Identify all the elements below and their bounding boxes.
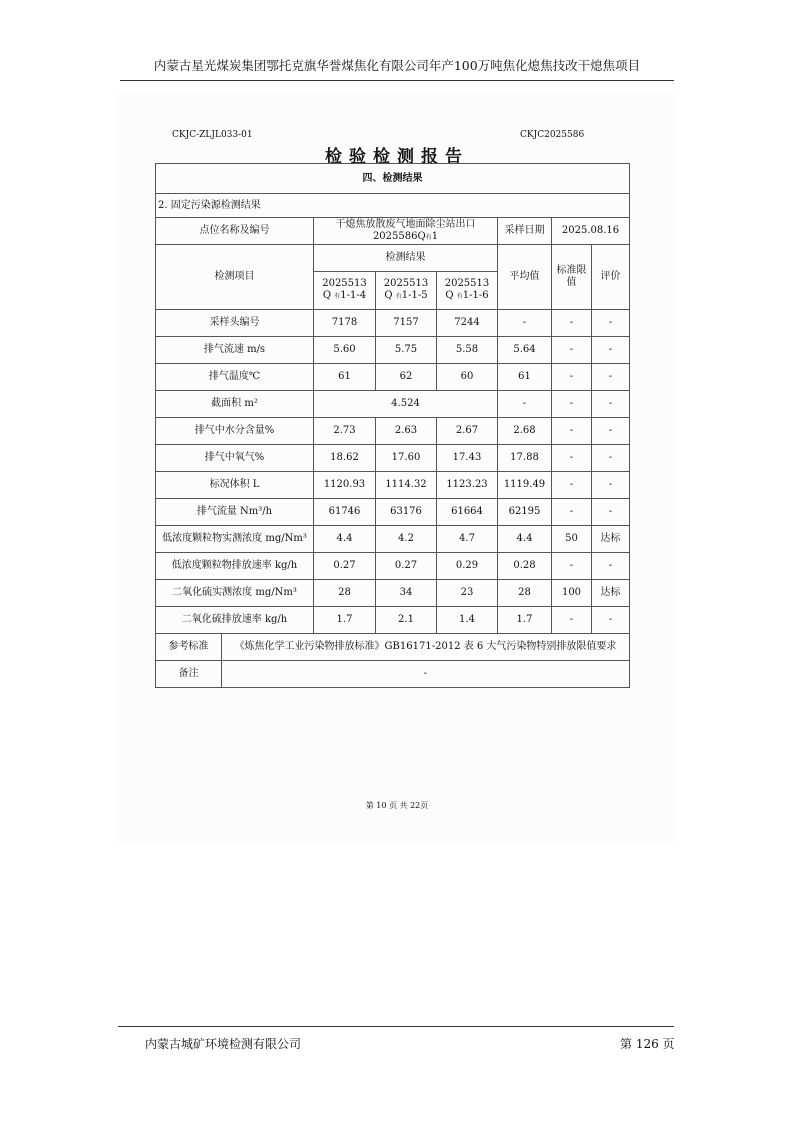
sample-date: 2025.08.16 (552, 218, 630, 245)
table-row (156, 526, 630, 553)
value-cell: 2.1 (376, 607, 437, 634)
table-row (156, 607, 630, 634)
ref-text: 《炼焦化学工业污染物排放标准》GB16171-2012 表 6 大气污染物特别排放限值要求 (222, 634, 630, 661)
value-cell: 4.7 (437, 526, 498, 553)
value-cell: 1.7 (314, 607, 376, 634)
table-row (156, 337, 630, 364)
avg-label: 平均值 (498, 245, 552, 310)
eval-cell: - (592, 472, 630, 499)
value-cell: 1114.32 (376, 472, 437, 499)
eval-cell: - (592, 337, 630, 364)
table-row (156, 445, 630, 472)
value-cell: 5.60 (314, 337, 376, 364)
avg-cell: 2.68 (498, 418, 552, 445)
table-row (156, 418, 630, 445)
table-row (156, 499, 630, 526)
date-label: 采样日期 (498, 218, 552, 245)
table-row (156, 553, 630, 580)
value-cell: 2.63 (376, 418, 437, 445)
limit-cell: - (552, 310, 592, 337)
item-name: 二氧化硫实测浓度 mg/Nm³ (156, 580, 314, 607)
value-cell: 63176 (376, 499, 437, 526)
eval-cell: - (592, 553, 630, 580)
eval-cell: - (592, 499, 630, 526)
sample-code: 2025513 Q 有1-1-6 (437, 272, 498, 310)
value-cell: 18.62 (314, 445, 376, 472)
limit-cell: - (552, 499, 592, 526)
eval-cell: 达标 (592, 580, 630, 607)
eval-cell: - (592, 391, 630, 418)
eval-cell: - (592, 364, 630, 391)
value-cell: 2.67 (437, 418, 498, 445)
eval-cell: - (592, 445, 630, 472)
limit-cell: - (552, 337, 592, 364)
value-cell: 60 (437, 364, 498, 391)
sample-code: 2025513 Q 有1-1-5 (376, 272, 437, 310)
value-cell: 7244 (437, 310, 498, 337)
value-cell: 62 (376, 364, 437, 391)
avg-cell: - (498, 391, 552, 418)
value-cell: 17.60 (376, 445, 437, 472)
note-text: - (222, 661, 630, 688)
value-cell: 17.43 (437, 445, 498, 472)
item-name: 标况体积 L (156, 472, 314, 499)
value-cell: 0.29 (437, 553, 498, 580)
eval-label: 评价 (592, 245, 630, 310)
avg-cell: 17.88 (498, 445, 552, 472)
avg-cell: 62195 (498, 499, 552, 526)
item-name: 截面积 m² (156, 391, 314, 418)
avg-cell: 0.28 (498, 553, 552, 580)
ref-label: 参考标准 (156, 634, 222, 661)
results-label: 检测结果 (314, 245, 498, 272)
limit-cell: - (552, 553, 592, 580)
value-cell: 7178 (314, 310, 376, 337)
form-code: CKJC-ZLJL033-01 (172, 130, 253, 140)
table-row (156, 580, 630, 607)
site-name-cell: 干熄焦放散废气地面除尘站出口 2025586Q有1 (314, 218, 498, 245)
value-cell: 1123.23 (437, 472, 498, 499)
table-row (156, 391, 630, 418)
value-cell: 23 (437, 580, 498, 607)
site-label: 点位名称及编号 (156, 218, 314, 245)
header-divider (120, 80, 674, 81)
report-number: CKJC2025586 (520, 130, 585, 140)
item-name: 排气流速 m/s (156, 337, 314, 364)
limit-cell: - (552, 445, 592, 472)
results-table (155, 163, 630, 688)
eval-cell: - (592, 607, 630, 634)
footer-divider (118, 1026, 674, 1027)
value-cell: 7157 (376, 310, 437, 337)
avg-cell: 1119.49 (498, 472, 552, 499)
avg-cell: 28 (498, 580, 552, 607)
item-name: 排气流量 Nm³/h (156, 499, 314, 526)
limit-cell: - (552, 364, 592, 391)
footer-page: 第 126 页 (620, 1037, 675, 1051)
avg-cell: 5.64 (498, 337, 552, 364)
limit-cell: - (552, 607, 592, 634)
limit-cell: - (552, 391, 592, 418)
report-title: 检验检测报告 (325, 147, 469, 167)
limit-cell: 100 (552, 580, 592, 607)
avg-cell: - (498, 310, 552, 337)
eval-cell: - (592, 418, 630, 445)
avg-cell: 4.4 (498, 526, 552, 553)
limit-label: 标准限值 (552, 245, 592, 310)
value-cell: 61746 (314, 499, 376, 526)
table-row (156, 472, 630, 499)
value-cell: 4.2 (376, 526, 437, 553)
value-cell: 61 (314, 364, 376, 391)
inner-page-number: 第 10 页 共 22页 (365, 801, 429, 810)
eval-cell: - (592, 310, 630, 337)
item-name: 排气中氧气% (156, 445, 314, 472)
table-row (156, 310, 630, 337)
value-cell: 28 (314, 580, 376, 607)
eval-cell: 达标 (592, 526, 630, 553)
item-name: 低浓度颗粒物实测浓度 mg/Nm³ (156, 526, 314, 553)
item-name: 排气温度℃ (156, 364, 314, 391)
table-row (156, 364, 630, 391)
item-name: 排气中水分含量% (156, 418, 314, 445)
value-cell: 5.58 (437, 337, 498, 364)
merged-value: 4.524 (314, 391, 498, 418)
limit-cell: - (552, 472, 592, 499)
value-cell: 2.73 (314, 418, 376, 445)
value-cell: 5.75 (376, 337, 437, 364)
value-cell: 4.4 (314, 526, 376, 553)
limit-cell: - (552, 418, 592, 445)
footer-company: 内蒙古城矿环境检测有限公司 (145, 1037, 302, 1051)
avg-cell: 1.7 (498, 607, 552, 634)
document-header: 内蒙古星光煤炭集团鄂托克旗华誉煤焦化有限公司年产100万吨焦化熄焦技改干熄焦项目 (153, 58, 641, 73)
limit-cell: 50 (552, 526, 592, 553)
value-cell: 1120.93 (314, 472, 376, 499)
item-name: 二氧化硫排放速率 kg/h (156, 607, 314, 634)
value-cell: 34 (376, 580, 437, 607)
value-cell: 61664 (437, 499, 498, 526)
item-label: 检测项目 (156, 245, 314, 310)
section-title: 四、检测结果 (156, 164, 630, 194)
item-name: 低浓度颗粒物排放速率 kg/h (156, 553, 314, 580)
value-cell: 0.27 (314, 553, 376, 580)
note-label: 备注 (156, 661, 222, 688)
avg-cell: 61 (498, 364, 552, 391)
item-name: 采样头编号 (156, 310, 314, 337)
sample-code: 2025513 Q 有1-1-4 (314, 272, 376, 310)
value-cell: 1.4 (437, 607, 498, 634)
value-cell: 0.27 (376, 553, 437, 580)
subsection-title: 2. 固定污染源检测结果 (156, 194, 630, 218)
